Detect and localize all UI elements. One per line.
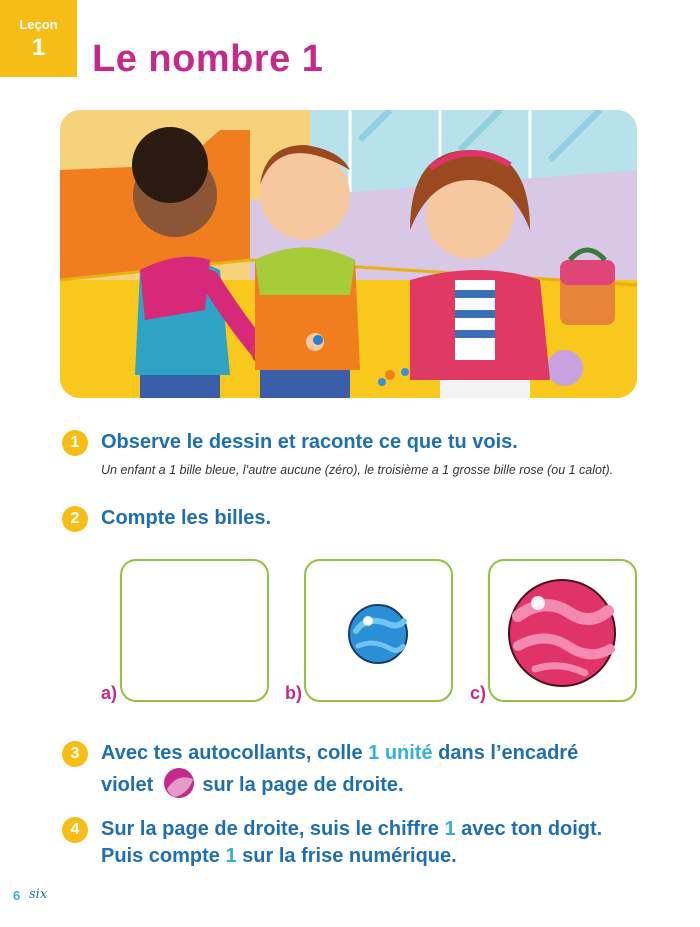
- pink-marble-icon: [509, 580, 615, 686]
- exercise-4-highlight-2: 1: [225, 845, 237, 867]
- exercise-3-highlight: 1 unité: [368, 742, 433, 764]
- exercise-2-badge: 2: [62, 506, 88, 532]
- lesson-word: Leçon: [19, 17, 58, 32]
- exercise-3-badge: 3: [62, 741, 88, 767]
- page-title: Le nombre 1: [92, 38, 324, 80]
- exercise-1-instruction: Observe le dessin et raconte ce que tu vois.: [101, 431, 518, 453]
- exercise-4-text-b: avec ton doigt.: [455, 818, 603, 840]
- exercise-4-line-1: [101, 816, 602, 843]
- illustration-children-marbles: [60, 110, 637, 398]
- exercise-4-line-2: [101, 843, 457, 870]
- exercise-1-badge: 1: [62, 430, 88, 456]
- exercise-4-highlight-1: 1: [444, 818, 456, 840]
- exercise-1-note: Un enfant a 1 bille bleue, l’autre aucune (zéro), le troisième a 1 grosse bille rose (ou 1 calot).: [101, 463, 614, 477]
- exercise-3-line-2: [101, 767, 404, 799]
- exercise-3-text-b: dans l’encadré: [432, 742, 579, 764]
- blue-marble-icon: [349, 605, 407, 663]
- exercise-3-text-a: Avec tes autocollants, colle: [101, 742, 369, 764]
- page-number-word: six: [29, 887, 48, 902]
- box-a-empty: [120, 559, 269, 702]
- exercise-3-line-1: [101, 740, 578, 767]
- exercise-4-text-c: Puis compte: [101, 845, 226, 867]
- box-c: [488, 559, 637, 702]
- exercise-4-badge: 4: [62, 817, 88, 843]
- exercise-4-text-d: sur la frise numérique.: [236, 845, 457, 867]
- box-b-label: b): [285, 683, 302, 703]
- violet-sticker-icon: [163, 767, 195, 799]
- exercise-2-instruction: Compte les billes.: [101, 507, 272, 529]
- page-number: 6: [13, 888, 21, 903]
- lesson-number: 1: [31, 34, 46, 61]
- box-a-label: a): [101, 683, 118, 703]
- exercise-3-text-d: sur la page de droite.: [196, 774, 404, 796]
- exercise-4-text-a: Sur la page de droite, suis le chiffre: [101, 818, 445, 840]
- box-c-label: c): [470, 683, 487, 703]
- box-b: [304, 559, 453, 702]
- lesson-tab: [0, 0, 77, 77]
- exercise-3-text-c: violet: [101, 774, 154, 796]
